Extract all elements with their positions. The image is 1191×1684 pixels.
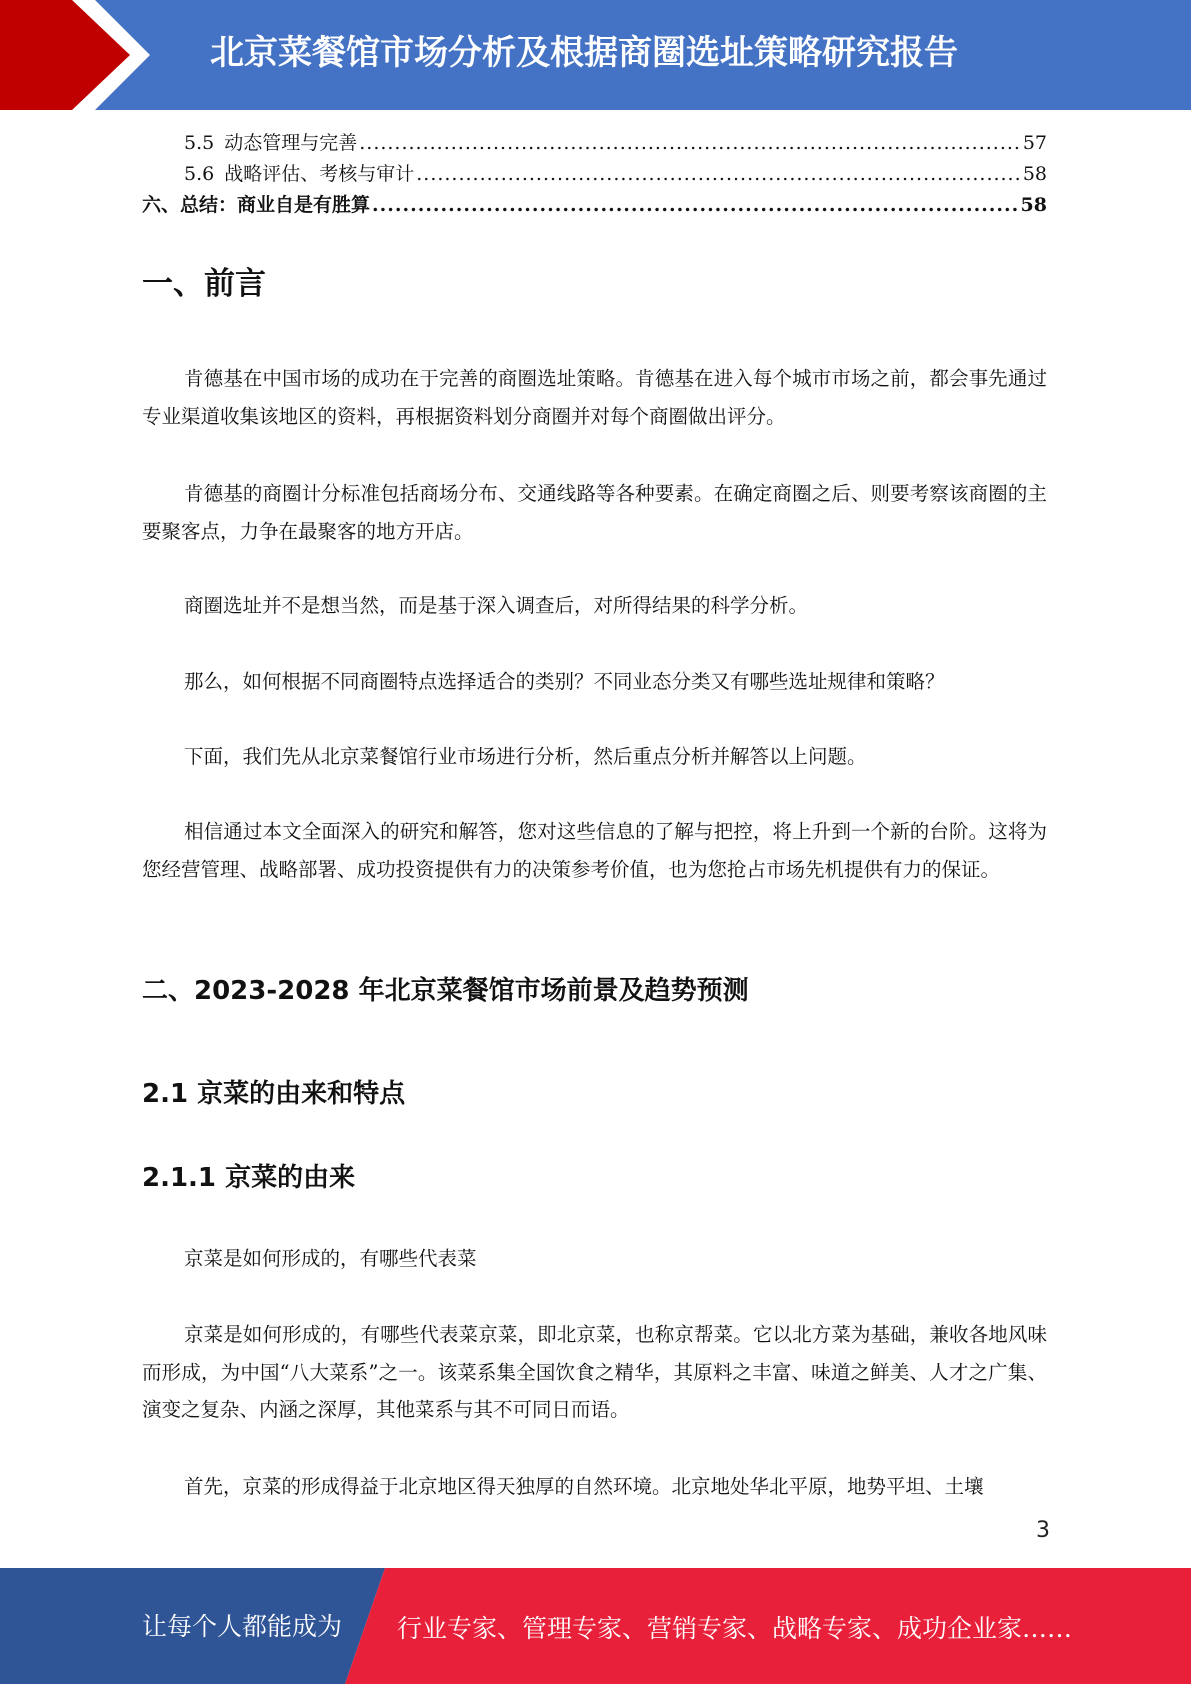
- toc-entry-number: 5.5: [184, 132, 215, 154]
- toc-entry-label: 动态管理与完善: [224, 132, 358, 154]
- origin-paragraph: 首先，京菜的形成得益于北京地区得天独厚的自然环境。北京地处华北平原，地势平坦、土壤: [184, 1475, 984, 1498]
- page-footer: [0, 1568, 1191, 1684]
- preface-heading: 一、前言: [142, 266, 266, 302]
- toc-entry-label: 战略评估、考核与审计: [224, 163, 415, 185]
- header-arrow-decoration: [0, 0, 160, 110]
- page-header: [0, 0, 1191, 110]
- toc-entry-5-5[interactable]: [142, 128, 1047, 159]
- toc-entry-5-6[interactable]: [142, 159, 1047, 190]
- chapter-2-heading: 二、2023-2028 年北京菜餐馆市场前景及趋势预测: [142, 976, 749, 1006]
- toc-entry-page: 58: [1022, 163, 1047, 185]
- preface-paragraph: 商圈选址并不是想当然，而是基于深入调查后，对所得结果的科学分析。: [184, 594, 809, 617]
- preface-paragraph: 那么，如何根据不同商圈特点选择适合的类别？不同业态分类又有哪些选址规律和策略？: [184, 670, 945, 693]
- toc-entry-chapter-6[interactable]: [142, 190, 1047, 221]
- report-title: 北京菜餐馆市场分析及根据商圈选址策略研究报告: [210, 33, 958, 73]
- origin-paragraph: 京菜是如何形成的，有哪些代表菜: [184, 1247, 477, 1270]
- page-number: 3: [1036, 1518, 1050, 1543]
- toc-entry-label: 六、总结：商业自是有胜算: [142, 194, 371, 216]
- toc-dot-leader: [416, 159, 1021, 190]
- toc-dot-leader: [372, 190, 1019, 221]
- toc-entry-page: 58: [1020, 194, 1047, 216]
- footer-slogan-right: 行业专家、管理专家、营销专家、战略专家、成功企业家……: [397, 1614, 1073, 1643]
- preface-paragraph: 相信通过本文全面深入的研究和解答，您对这些信息的了解与把控，将上升到一个新的台阶。这将为您经营管理、战略部署、成功投资提供有力的决策参考价值，也为您抢占市场先机提供有力的保证。: [142, 820, 1047, 881]
- preface-paragraph: 肯德基的商圈计分标准包括商场分布、交通线路等各种要素。在确定商圈之后、则要考察该商圈的主要聚客点，力争在最聚客的地方开店。: [142, 482, 1047, 543]
- table-of-contents: [142, 128, 1047, 221]
- toc-dot-leader: [359, 128, 1021, 159]
- origin-paragraph: 京菜是如何形成的，有哪些代表菜京菜，即北京菜，也称京帮菜。它以北方菜为基础，兼收各地风味而形成，为中国“八大菜系”之一。该菜系集全国饮食之精华，其原料之丰富、味道之鲜美、人才之广集、演变之复杂、内涵之深厚，其他菜系与其不可同日而语。: [142, 1323, 1047, 1421]
- toc-entry-number: 5.6: [184, 163, 215, 185]
- footer-slogan-left: 让每个人都能成为: [142, 1612, 343, 1641]
- toc-entry-page: 57: [1022, 132, 1047, 154]
- section-2-1-1-heading: 2.1.1 京菜的由来: [142, 1163, 356, 1193]
- preface-paragraph: 肯德基在中国市场的成功在于完善的商圈选址策略。肯德基在进入每个城市市场之前，都会事先通过专业渠道收集该地区的资料，再根据资料划分商圈并对每个商圈做出评分。: [142, 367, 1047, 428]
- preface-paragraph: 下面，我们先从北京菜餐馆行业市场进行分析，然后重点分析并解答以上问题。: [184, 745, 867, 768]
- section-2-1-heading: 2.1 京菜的由来和特点: [142, 1079, 406, 1109]
